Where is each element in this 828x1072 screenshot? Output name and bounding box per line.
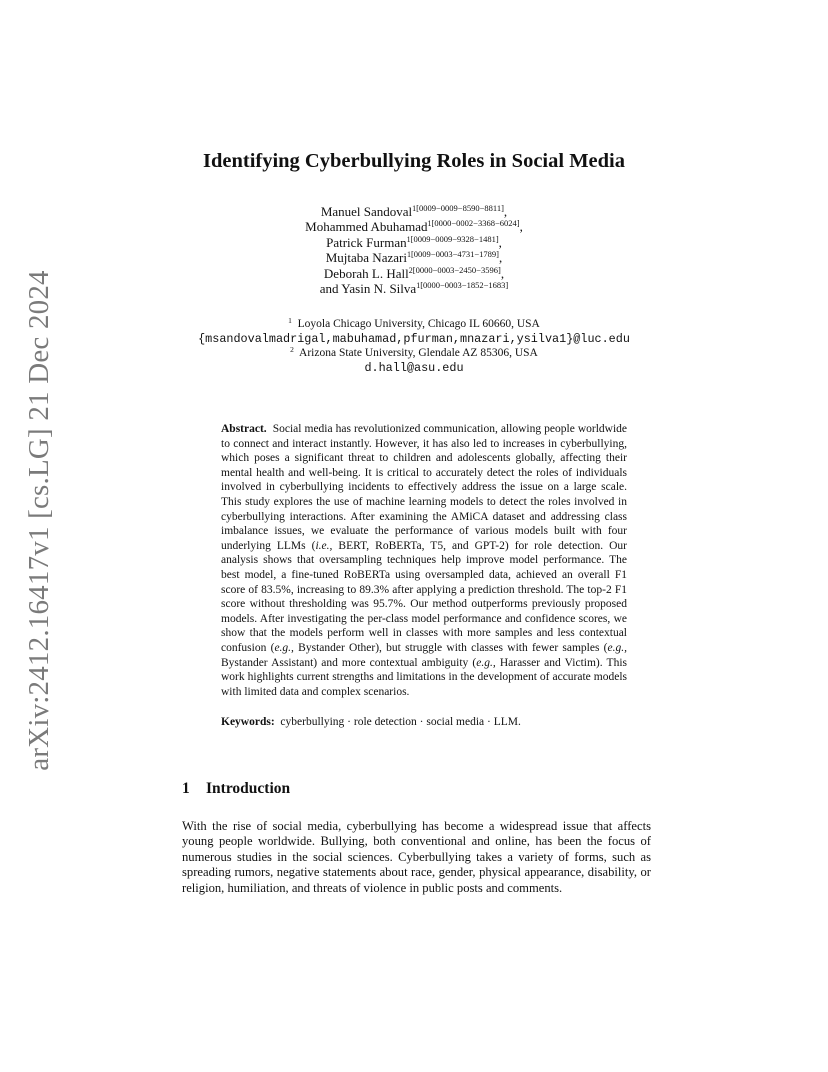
author-separator: ,: [500, 265, 505, 281]
email-line: {msandovalmadrigal,mabuhamad,pfurman,mnazari,ysilva1}@luc.edu: [198, 331, 630, 346]
orcid-id: [0009−0009−9328−1481]: [410, 233, 499, 244]
orcid-id: [0000−0003−2450−3596]: [412, 264, 501, 275]
author-name: Deborah L. Hall: [323, 265, 409, 281]
author-list: [0, 204, 828, 296]
affiliations: [0, 317, 828, 375]
affiliation-number: 1: [288, 316, 292, 325]
orcid-id: [0009−0003−4731−1789]: [410, 249, 499, 260]
affiliation-line: [0, 346, 828, 361]
abstract-eg-3: e.g.,: [476, 656, 496, 669]
author-separator: ,: [499, 250, 503, 266]
orcid-id: [0000−0003−1852−1683]: [420, 280, 509, 291]
affiliation-mark: 1: [406, 250, 411, 260]
intro-paragraph: With the rise of social media, cyberbullying has become a widespread issue that affects young people worldwide. Bullying, both conventional and online, has been the focus of numerous studies in the social sciences. Cyberbullying takes a variety of forms, such as spreading rumors, negative statements about race, gender, physical appearance, disability, or religion, humiliation, and threats of violence in public posts and comments.: [182, 819, 651, 895]
abstract-eg-2: e.g.,: [607, 641, 628, 654]
abstract-text-4: Bystander Assistant) and more contextual ambiguity (: [221, 656, 477, 669]
author-name: Manuel Sandoval: [320, 204, 413, 219]
orcid-id: [0009−0009−8590−8811]: [416, 203, 504, 213]
abstract: [221, 422, 627, 730]
author-separator: ,: [519, 219, 523, 235]
abstract-paragraph: [221, 422, 627, 699]
abstract-text-2: BERT, RoBERTa, T5, and GPT-2) for role detection. Our analysis shows that oversampling techniques help improve model performance. The best model, a fine-tuned RoBERTa using oversampled data, achieved an overall F1 score of 83.5%, increasing to 89.3% after applying a prediction threshold. The top-2 F1 score without thresholding was 95.7%. Our method outperforms previously proposed models. After investigating the per-class model performance and confidence scores, we show that the models perform well in classes with more samples and less contextual confusion (: [221, 539, 627, 654]
keywords: [221, 715, 627, 730]
author-name: Mujtaba Nazari: [325, 250, 407, 266]
affiliation-mark: 2: [408, 265, 413, 275]
section-number: 1: [182, 780, 190, 797]
abstract-text-3: Bystander Other), but struggle with classes with fewer samples (: [293, 641, 608, 654]
author-line: [0, 204, 828, 219]
author-name: Mohammed Abuhamad: [305, 219, 428, 235]
affiliation-text: Arizona State University, Glendale AZ 85306, USA: [299, 347, 538, 360]
arxiv-stamp-text: arXiv:2412.16417v1 [cs.LG] 21 Dec 2024: [22, 269, 55, 771]
abstract-eg-1: e.g.,: [274, 641, 294, 654]
abstract-text-5: Harasser and Victim). This work highlights current strengths and limitations in the development of accurate models with limited data and complex scenarios.: [221, 656, 627, 698]
author-name: Patrick Furman: [326, 234, 407, 250]
author-line: [0, 219, 828, 234]
author-separator: ,: [498, 234, 502, 250]
paper-title: Identifying Cyberbullying Roles in Social Media: [202, 150, 625, 172]
affiliation-mark: 1: [427, 219, 432, 229]
affiliation-mark: 1: [406, 234, 411, 244]
abstract-label: Abstract.: [221, 423, 267, 435]
affiliation-mark: 1: [416, 281, 421, 291]
author-line: [0, 281, 828, 296]
author-line: [0, 235, 828, 250]
section-heading: [182, 780, 290, 798]
affiliation-mark: 1: [412, 204, 417, 213]
author-separator: ,: [503, 204, 508, 219]
section-title: Introduction: [206, 780, 291, 797]
author-line: [0, 250, 828, 265]
orcid-id: [0000−0002−3368−6024]: [431, 218, 520, 229]
keywords-label: Keywords:: [221, 716, 275, 729]
affiliation-number: 2: [290, 345, 294, 355]
email-line: d.hall@asu.edu: [364, 360, 464, 375]
abstract-ie: i.e.,: [315, 539, 333, 552]
affiliation-text: Loyola Chicago University, Chicago IL 60660, USA: [297, 318, 540, 330]
author-line: [0, 266, 828, 281]
keywords-text: cyberbullying · role detection · social media · LLM.: [280, 716, 521, 729]
abstract-text-1: Social media has revolutionized communication, allowing people worldwide to connect and interact instantly. However, it has also led to increases in cyberbullying, which poses a significant threat to children and adolescents globally, affecting their mental health and well-being. It is critical to accurately detect the roles of individuals involved in cyberbullying incidents to effectively address the issue on a large scale. This study explores the use of machine learning models to detect the roles involved in cyberbullying interactions. After examining the AMiCA dataset and addressing class imbalance issues, we evaluate the performance of various models built with four underlying LLMs (: [221, 423, 628, 552]
author-name: and Yasin N. Silva: [319, 281, 417, 297]
affiliation-line: [0, 317, 828, 332]
